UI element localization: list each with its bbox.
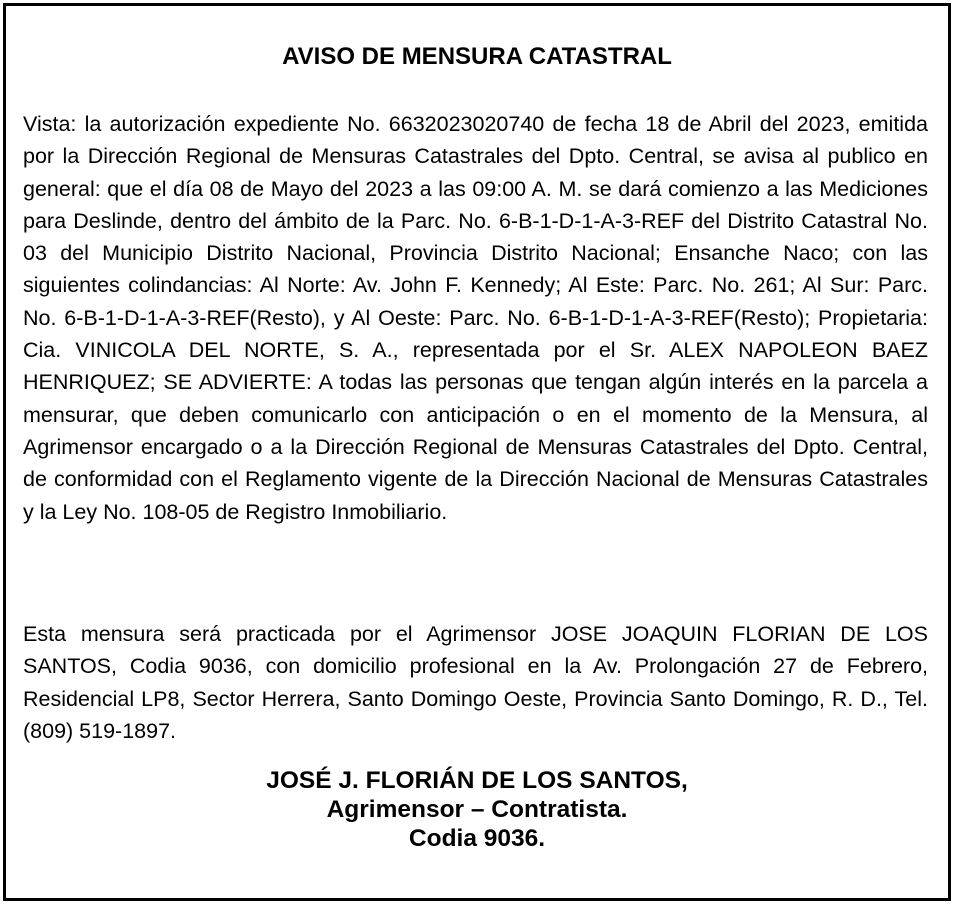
signature-block [6, 766, 948, 853]
notice-box [3, 3, 951, 901]
signature-name: JOSÉ J. FLORIÁN DE LOS SANTOS, [266, 767, 688, 794]
notice-paragraph-authorization: Vista: la autorización expediente No. 6632023020740 de fecha 18 de Abril del 2023, emitida por la Dirección Regional de Mensuras Catastrales del Dpto. Central, se avisa al publico en general: que el día 08 de Mayo del 2023 a las 09:00 A. M. se dará comienzo a las Mediciones para Deslinde, dentro del ámbito de la Parc. No. 6-B-1-D-1-A-3-REF del Distrito Catastral No. 03 del Municipio Distrito Nacional, Provincia Distrito Nacional; Ensanche Naco; con las siguientes colindancias: Al Norte: Av. John F. Kennedy; Al Este: Parc. No. 261; Al Sur: Parc. No. 6-B-1-D-1-A-3-REF(Resto), y Al Oeste: Parc. No. 6-B-1-D-1-A-3-REF(Resto); Propietaria: Cia. VINICOLA DEL NORTE, S. A., representada por el Sr. ALEX NAPOLEON BAEZ HENRIQUEZ; SE ADVIERTE: A todas las personas que tengan algún interés en la parcela a mensurar, que deben comunicarlo con anticipación o en el momento de la Mensura, al Agrimensor encargado o a la Dirección Regional de Mensuras Catastrales del Dpto. Central, de conformidad con el Reglamento vigente de la Dirección Nacional de Mensuras Catastrales y la Ley No. 108-05 de Registro Inmobiliario. [23, 112, 928, 524]
signature-codia: Codia 9036. [408, 825, 546, 852]
signature-role: Agrimensor – Contratista. [326, 796, 628, 823]
notice-title: AVISO DE MENSURA CATASTRAL [282, 43, 672, 70]
notice-paragraph-surveyor: Esta mensura será practicada por el Agrimensor JOSE JOAQUIN FLORIAN DE LOS SANTOS, Codia 9036, con domicilio profesional en la Av. Prolongación 27 de Febrero, Residencial LP8, Sector Herrera, Santo Domingo Oeste, Provincia Santo Domingo, R. D., Tel. (809) 519-1897. [23, 622, 928, 743]
